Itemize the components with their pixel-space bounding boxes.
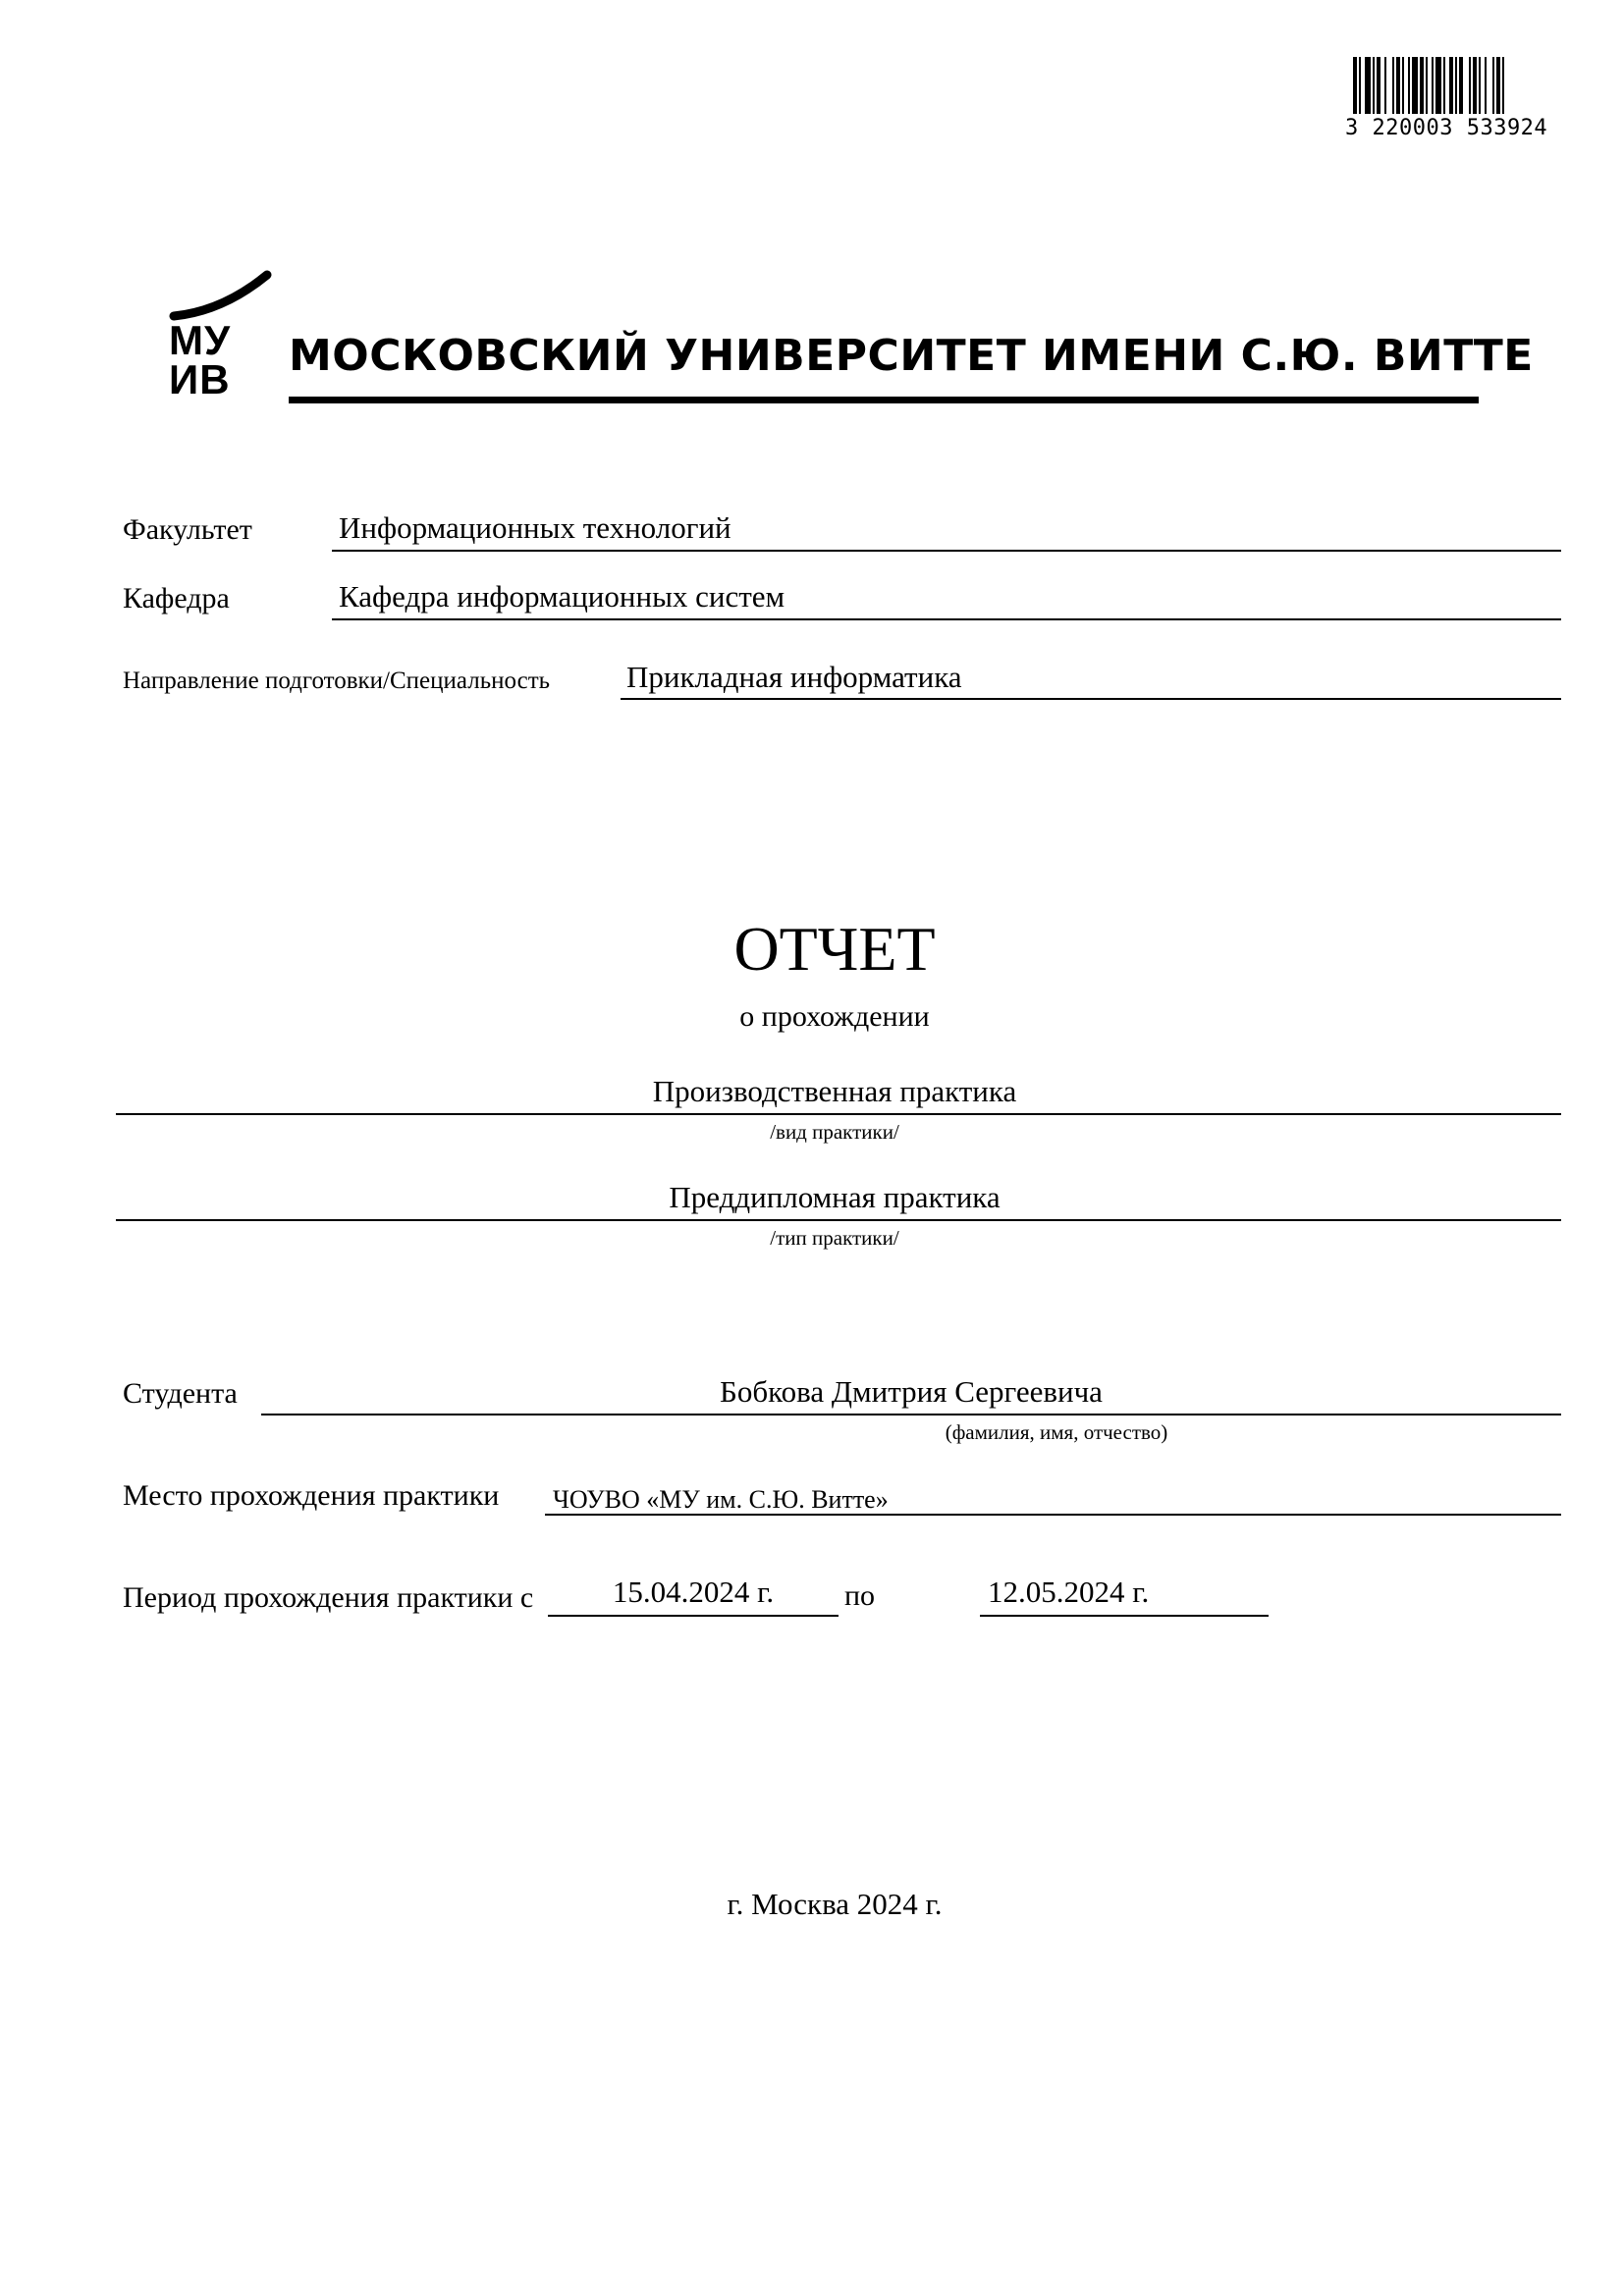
department-value: Кафедра информационных систем xyxy=(339,579,785,614)
barcode-bar xyxy=(1496,57,1500,114)
barcode-bar xyxy=(1396,57,1400,114)
barcode-bar xyxy=(1377,57,1380,114)
barcode-bar xyxy=(1420,57,1424,114)
barcode-bar xyxy=(1353,57,1357,114)
department-underline xyxy=(332,618,1561,620)
practice-kind-underline xyxy=(116,1113,1561,1115)
direction-underline xyxy=(621,698,1561,700)
barcode-bar xyxy=(1412,57,1418,114)
barcode-bar xyxy=(1432,57,1434,114)
barcode-bar xyxy=(1479,57,1481,114)
student-label: Студента xyxy=(123,1377,238,1410)
logo-underline xyxy=(289,397,1479,403)
barcode-bar xyxy=(1359,57,1361,114)
direction-value: Прикладная информатика xyxy=(626,660,962,694)
barcode-bar xyxy=(1365,57,1371,114)
period-from-underline xyxy=(548,1615,839,1617)
barcode-bar xyxy=(1384,57,1386,114)
logo-abbr-bottom: ИВ xyxy=(169,356,231,402)
practice-kind-value: Производственная практика xyxy=(652,1074,1017,1108)
university-logo xyxy=(169,267,1534,414)
period-label: Период прохождения практики с xyxy=(123,1581,534,1614)
university-name: МОСКОВСКИЙ УНИВЕРСИТЕТ ИМЕНИ С.Ю. ВИТТЕ xyxy=(289,331,1534,381)
logo-abbr-top: МУ xyxy=(169,317,232,363)
faculty-label: Факультет xyxy=(123,513,252,546)
barcode-bars xyxy=(1345,57,1561,116)
barcode-bar xyxy=(1449,57,1453,114)
barcode xyxy=(1345,57,1561,139)
period-to-label: по xyxy=(844,1579,876,1612)
barcode-bar xyxy=(1426,57,1428,114)
barcode-bar xyxy=(1492,57,1494,114)
barcode-bar xyxy=(1455,57,1457,114)
practice-type-underline xyxy=(116,1219,1561,1221)
barcode-bar xyxy=(1502,57,1504,114)
practice-type-caption: /тип практики/ xyxy=(770,1226,899,1250)
barcode-bar xyxy=(1469,57,1471,114)
place-underline xyxy=(545,1514,1561,1516)
student-value: Бобкова Дмитрия Сергеевича xyxy=(720,1374,1103,1409)
barcode-bar xyxy=(1435,57,1441,114)
barcode-bar xyxy=(1408,57,1410,114)
barcode-bar xyxy=(1402,57,1404,114)
barcode-bar xyxy=(1473,57,1477,114)
barcode-bar xyxy=(1392,57,1394,114)
place-label: Место прохождения практики xyxy=(123,1479,500,1512)
practice-kind-caption: /вид практики/ xyxy=(770,1120,899,1144)
department-label: Кафедра xyxy=(123,582,230,614)
barcode-bar xyxy=(1485,57,1487,114)
student-caption: (фамилия, имя, отчество) xyxy=(945,1420,1168,1444)
student-underline xyxy=(261,1414,1561,1415)
period-from: 15.04.2024 г. xyxy=(612,1575,775,1609)
barcode-bar xyxy=(1459,57,1463,114)
city-year: г. Москва 2024 г. xyxy=(727,1887,943,1921)
logo-abbreviation xyxy=(169,317,232,402)
period-to: 12.05.2024 г. xyxy=(988,1575,1150,1609)
barcode-bar xyxy=(1443,57,1445,114)
barcode-bar xyxy=(1373,57,1375,114)
practice-type-value: Преддипломная практика xyxy=(669,1180,1001,1214)
direction-label: Направление подготовки/Специальность xyxy=(123,667,551,694)
report-title: ОТЧЕТ xyxy=(733,914,936,984)
period-to-underline xyxy=(980,1615,1269,1617)
barcode-number: 3 220003 533924 xyxy=(1345,116,1548,140)
faculty-underline xyxy=(332,550,1561,552)
report-subtitle: о прохождении xyxy=(739,1000,930,1033)
place-value: ЧОУВО «МУ им. С.Ю. Витте» xyxy=(553,1485,889,1514)
faculty-value: Информационных технологий xyxy=(339,510,731,545)
